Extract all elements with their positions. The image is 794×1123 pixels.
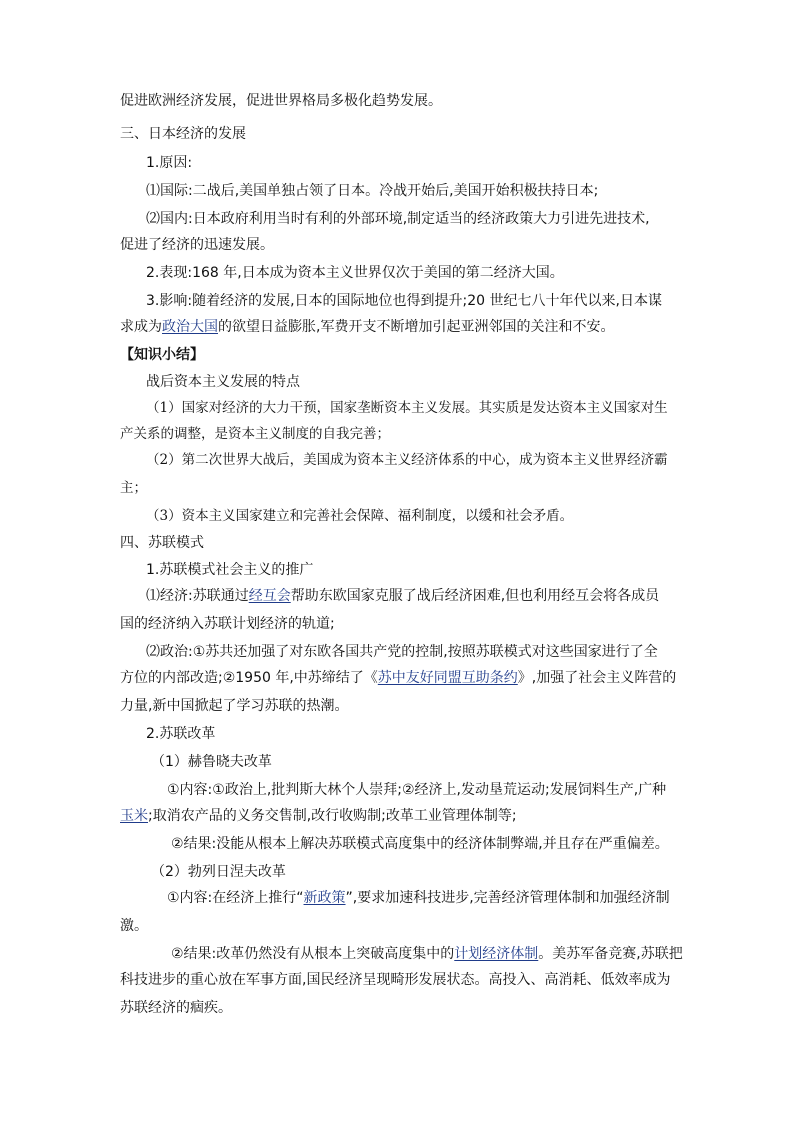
text-segment: 》,加强了社会主义阵营的 — [517, 670, 677, 686]
term-link[interactable]: 玉米 — [120, 808, 148, 824]
text-line: ②结果:没能从根本上解决苏联模式高度集中的经济体制弊端,并且存在严重偏差。 — [171, 836, 669, 852]
text-line: 1.原因: — [146, 155, 193, 171]
text-segment: ①内容:在经济上推行“ — [167, 890, 304, 906]
text-segment: 求成为 — [120, 319, 162, 335]
summary-heading: 【知识小结】 — [120, 347, 204, 363]
text-line — [120, 318, 614, 336]
text-segment: 方位的内部改造;②1950 年,中苏缔结了《 — [120, 670, 378, 686]
text-line: ①内容:①政治上,批判斯大林个人崇拜;②经济上,发动垦荒运动;发展饲料生产,广种 — [167, 782, 667, 798]
text-segment: 帮助东欧国家克服了战后经济困难,但也利用经互会将各成员 — [290, 588, 660, 604]
text-line: （1）国家对经济的大力干预，国家垄断资本主义发展。其实质是发达资本主义国家对生 — [146, 400, 668, 416]
text-line: 产关系的调整，是资本主义制度的自我完善； — [120, 426, 390, 442]
text-line: 国的经济纳入苏联计划经济的轨道; — [120, 616, 335, 632]
term-link[interactable]: 新政策 — [303, 890, 346, 906]
text-line: 苏联经济的痼疾。 — [120, 1000, 232, 1016]
text-line — [146, 587, 659, 605]
text-line: ⑵国内:日本政府利用当时有利的外部环境,制定适当的经济政策大力引进先进技术, — [146, 211, 650, 227]
text-line: 2.表现:168 年,日本成为资本主义世界仅次于美国的第二经济大国。 — [146, 265, 564, 281]
text-line — [120, 807, 517, 825]
text-segment: 的欲望日益膨胀,军费开支不断增加引起亚洲邻国的关注和不安。 — [218, 319, 615, 335]
text-line: 促进欧洲经济发展，促进世界格局多极化趋势发展。 — [120, 93, 442, 109]
text-line: 激。 — [120, 918, 148, 934]
text-line: （1）赫鲁晓夫改革 — [151, 754, 272, 770]
term-link[interactable]: 计划经济体制 — [454, 946, 539, 962]
term-link[interactable]: 政治大国 — [162, 319, 218, 335]
text-segment: ②结果:改革仍然没有从根本上突破高度集中的 — [171, 946, 455, 962]
text-line: 战后资本主义发展的特点 — [146, 374, 300, 390]
text-line: 主； — [120, 480, 147, 496]
text-segment: ;取消农产品的义务交售制,改行收购制;改革工业管理体制等; — [148, 808, 517, 824]
text-segment: ”,要求加速科技进步,完善经济管理体制和加强经济制 — [345, 890, 670, 906]
text-line: 1.苏联模式社会主义的推广 — [146, 562, 314, 578]
text-segment: ⑴经济:苏联通过 — [146, 588, 249, 604]
text-line: 3.影响:随着经济的发展,日本的国际地位也得到提升;20 世纪七八十年代以来,日本谋 — [146, 293, 662, 309]
text-line: （2）第二次世界大战后，美国成为资本主义经济体系的中心，成为资本主义世界经济霸 — [146, 452, 668, 468]
text-line: ⑴国际:二战后,美国单独占领了日本。冷战开始后,美国开始积极扶持日本; — [146, 183, 599, 199]
text-line — [120, 669, 676, 687]
section-heading-soviet: 四、苏联模式 — [120, 535, 204, 551]
text-line — [167, 889, 670, 907]
term-link[interactable]: 经互会 — [248, 588, 291, 604]
text-line: 促进了经济的迅速发展。 — [120, 237, 274, 253]
text-segment: 。美苏军备竞赛,苏联把 — [538, 946, 683, 962]
section-heading-japan: 三、日本经济的发展 — [120, 126, 246, 142]
text-line: （3）资本主义国家建立和完善社会保障、福利制度，以缓和社会矛盾。 — [146, 508, 574, 524]
text-line — [171, 945, 683, 963]
text-line: 力量,新中国掀起了学习苏联的热潮。 — [120, 698, 349, 714]
text-line: 科技进步的重心放在军事方面,国民经济呈现畸形发展状态。高投入、高消耗、低效率成为 — [120, 972, 671, 988]
text-line: 2.苏联改革 — [146, 726, 216, 742]
text-line: （2）勃列日涅夫改革 — [151, 864, 286, 880]
text-line: ⑵政治:①苏共还加强了对东欧各国共产党的控制,按照苏联模式对这些国家进行了全 — [146, 644, 658, 660]
term-link[interactable]: 苏中友好同盟互助条约 — [377, 670, 518, 686]
